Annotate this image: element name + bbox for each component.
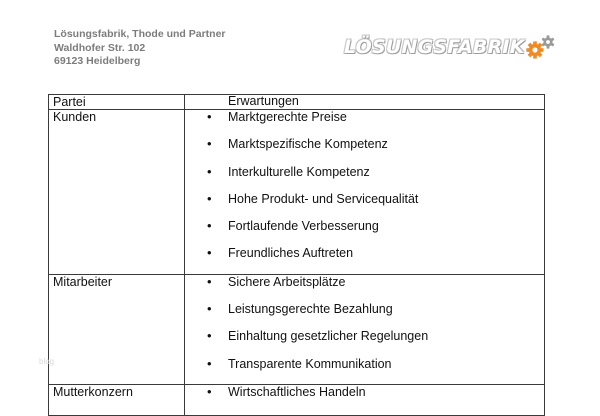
list-item: • Marktgerechte Preise [185, 110, 544, 137]
table-header-row [49, 95, 545, 110]
expectations-cell [185, 274, 545, 384]
table-row [49, 384, 545, 415]
header-expectations: Erwartungen [185, 95, 545, 110]
expectations-cell [185, 110, 545, 275]
list-item: • Freundliches Auftreten [185, 246, 544, 273]
company-name: Lösungsfabrik, Thode und Partner [54, 28, 226, 40]
expectation-list [185, 275, 544, 384]
party-cell: Mitarbeiter [49, 274, 185, 384]
list-item: • Fortlaufende Verbesserung [185, 219, 544, 246]
header-party: Partei [49, 95, 185, 110]
company-logo [344, 33, 558, 61]
expectation-list [185, 385, 544, 412]
gear-icon [526, 33, 558, 61]
list-item: • Transparente Kommunikation [185, 357, 544, 384]
table-row [49, 274, 545, 384]
party-cell: Mutterkonzern [49, 384, 185, 415]
list-item: • Leistungsgerechte Bezahlung [185, 302, 544, 329]
expectation-list [185, 110, 544, 274]
street-address: Waldhofer Str. 102 [54, 41, 146, 54]
postal-city: 69123 Heidelberg [54, 55, 141, 67]
watermark: blog [39, 357, 55, 366]
logo-wordmark: LÖSUNGSFABRIK [344, 36, 525, 58]
list-item: • Marktspezifische Kompetenz [185, 137, 544, 164]
list-item: • Einhaltung gesetzlicher Regelungen [185, 329, 544, 356]
list-item: • Interkulturelle Kompetenz [185, 165, 544, 192]
expectations-table [48, 94, 545, 416]
party-cell: Kunden [49, 110, 185, 275]
list-item: • Sichere Arbeitsplätze [185, 275, 544, 302]
table-row [49, 110, 545, 275]
list-item: • Wirtschaftliches Handeln [185, 385, 544, 412]
list-item: • Hohe Produkt- und Servicequalität [185, 192, 544, 219]
expectations-cell [185, 384, 545, 415]
letterhead-address [54, 28, 226, 69]
